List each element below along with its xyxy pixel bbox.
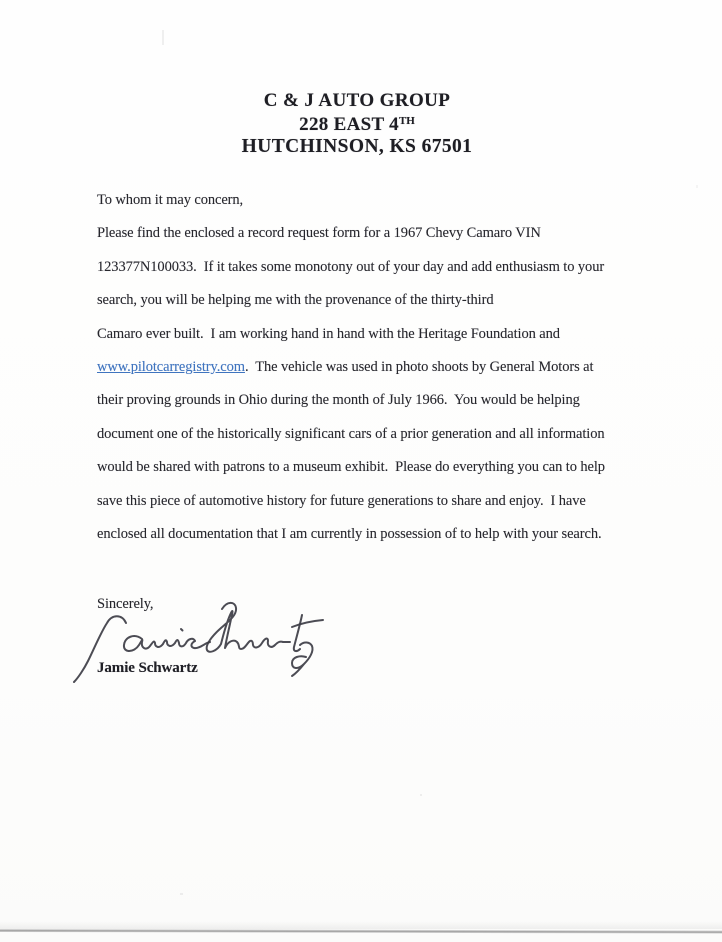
letterhead: [0, 90, 714, 158]
salutation: To whom it may concern,: [97, 192, 244, 208]
typed-name: Jamie Schwartz: [97, 660, 198, 676]
body-line: save this piece of automotive history for future generations to share and enjoy. I have: [97, 492, 586, 509]
body-line: Camaro ever built. I am working hand in hand with the Heritage Foundation and: [97, 325, 560, 342]
scan-shadow-band: [0, 921, 722, 929]
pilotcarregistry-link[interactable]: www.pilotcarregistry.com: [97, 358, 245, 375]
letter-body: [97, 192, 657, 559]
body-line: their proving grounds in Ohio during the month of July 1966. You would be helping: [97, 392, 580, 409]
closing-sincerely: Sincerely,: [97, 596, 154, 612]
body-line: would be shared with patrons to a museum exhibit. Please do everything you can to help: [97, 459, 605, 476]
scan-speck: [162, 30, 164, 45]
scan-speck: [180, 893, 183, 895]
city-line: HUTCHINSON, KS 67501: [241, 136, 473, 157]
signature-i-dot: [181, 629, 183, 631]
body-line: search, you will be helping me with the provenance of the thirty-third: [97, 292, 494, 309]
signature-t-crossbar: [292, 620, 323, 627]
body-line: 123377N100033. If it takes some monotony out of your day and add enthusiasm to your: [97, 258, 605, 275]
signature-z-loop: [292, 642, 313, 676]
signature-schwartz-stroke: [207, 603, 290, 652]
signature-t-stem: [294, 615, 302, 651]
company-name: C & J AUTO GROUP: [263, 90, 451, 111]
body-line: enclosed all documentation that I am currently in possession of to help with your search.: [97, 525, 602, 542]
body-line-with-link: [97, 359, 657, 392]
address-line: [0, 111, 714, 135]
address-main: 228 EAST 4: [299, 114, 399, 135]
link-line-after-text: . The vehicle was used in photo shoots by General Motors at: [244, 358, 594, 375]
address-superscript: TH: [398, 115, 415, 127]
scan-speck: [696, 185, 698, 188]
body-line: document one of the historically significant cars of a prior generation and all information: [97, 425, 605, 442]
scan-speck: [420, 794, 422, 796]
body-line: Please find the enclosed a record request form for a 1967 Chevy Camaro VIN: [97, 225, 541, 242]
scan-edge-line: [0, 929, 722, 934]
